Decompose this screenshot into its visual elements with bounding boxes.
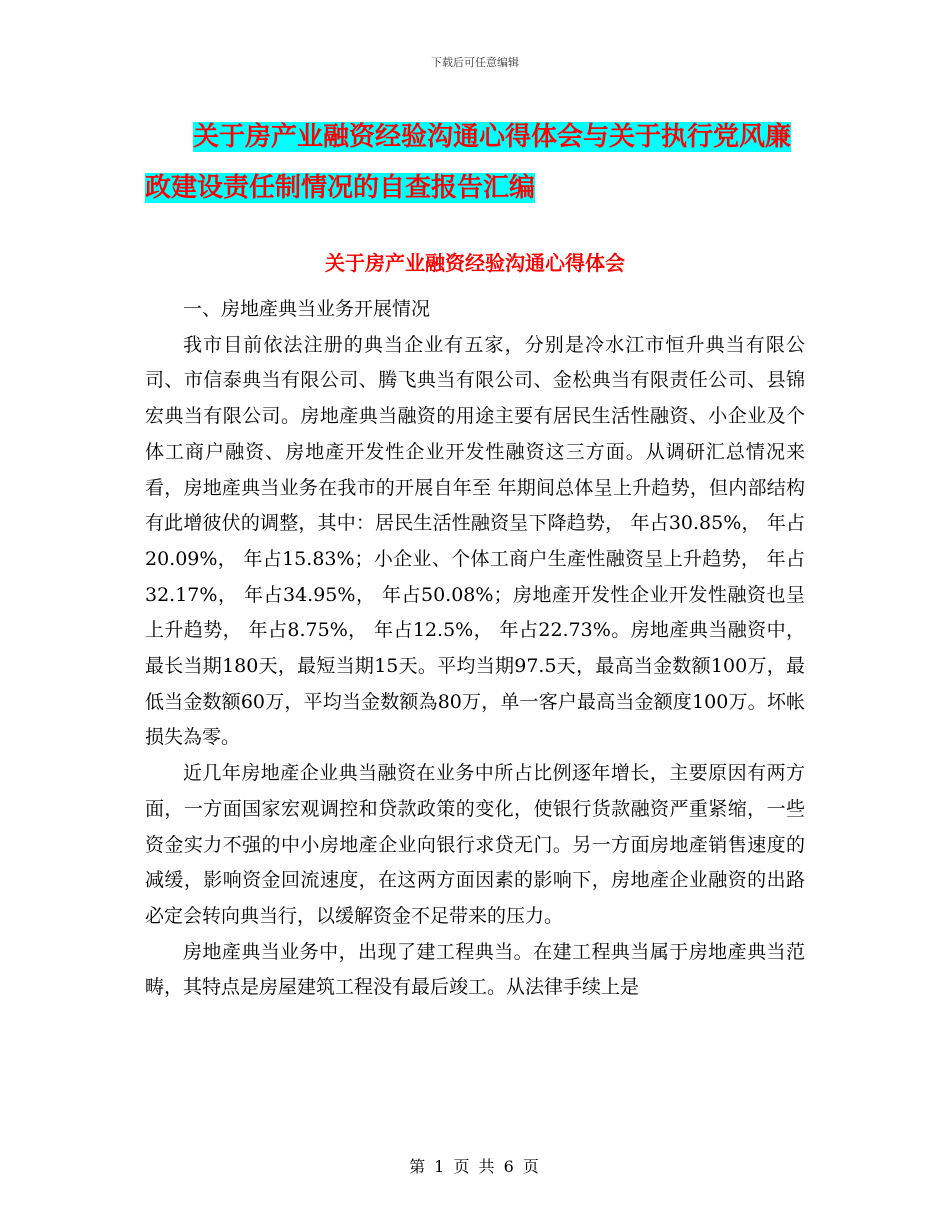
subheading-1: 一、房地產典当业务开展情况 — [183, 298, 431, 320]
paragraph-2: 近几年房地產企业典当融资在业务中所占比例逐年增长，主要原因有两方面，一方面国家宏观调控和贷款政策的变化，使银行货款融资严重紧缩，一些资金实力不强的中小房地產企业向银行求贷无门。另一方面房地產销售速度的减缓，影响资金回流速度，在这两方面因素的影响下，房地產企业融资的出路必定会转向典当行，以缓解资金不足带来的压力。 — [145, 762, 805, 927]
body-text — [145, 292, 805, 1006]
section-title: 关于房产业融资经验沟通心得体会 — [325, 251, 625, 275]
document-title-line-2: 政建设责任制情况的自查报告汇编 — [145, 173, 536, 203]
paragraph-3: 房地產典当业务中，出现了建工程典当。在建工程典当属于房地產典当范畴，其特点是房屋建筑工程没有最后竣工。从法律手续上是 — [145, 940, 805, 999]
document-title — [145, 112, 825, 214]
document-title-line-1: 关于房产业融资经验沟通心得体会与关于执行党风廉 — [193, 122, 792, 152]
page-header-note: 下载后可任意编辑 — [431, 56, 519, 69]
paragraph-1: 我市目前依法注册的典当企业有五家，分别是冷水江市恒升典当有限公司、市信泰典当有限公司、腾飞典当有限公司、金松典当有限责任公司、县锦宏典当有限公司。房地產典当融资的用途主要有居民生活性融资、小企业及个体工商户融资、房地產开发性企业开发性融资这三方面。从调研汇总情况来看，房地產典当业务在我市的开展自年至 年期间总体呈上升趋势，但内部结构有此增彼伏的调整，其中：居民生活性融资呈下降趋势， 年占30.85%， 年占20.09%， 年占15.83%；小企业、个体工商户生產性融资呈上升趋势， 年占32.17%， 年占34.95%， 年占50.08%；房地產开发性企业开发性融资也呈上升趋势， 年占8.75%， 年占12.5%， 年占22.73%。房地產典当融资中，最长当期180天，最短当期15天。平均当期97.5天，最高当金数额100万，最低当金数额60万，平均当金数额為80万，单一客户最高当金额度100万。坏帐损失為零。 — [145, 333, 805, 749]
page-number: 第 1 页 共 6 页 — [409, 1157, 541, 1176]
